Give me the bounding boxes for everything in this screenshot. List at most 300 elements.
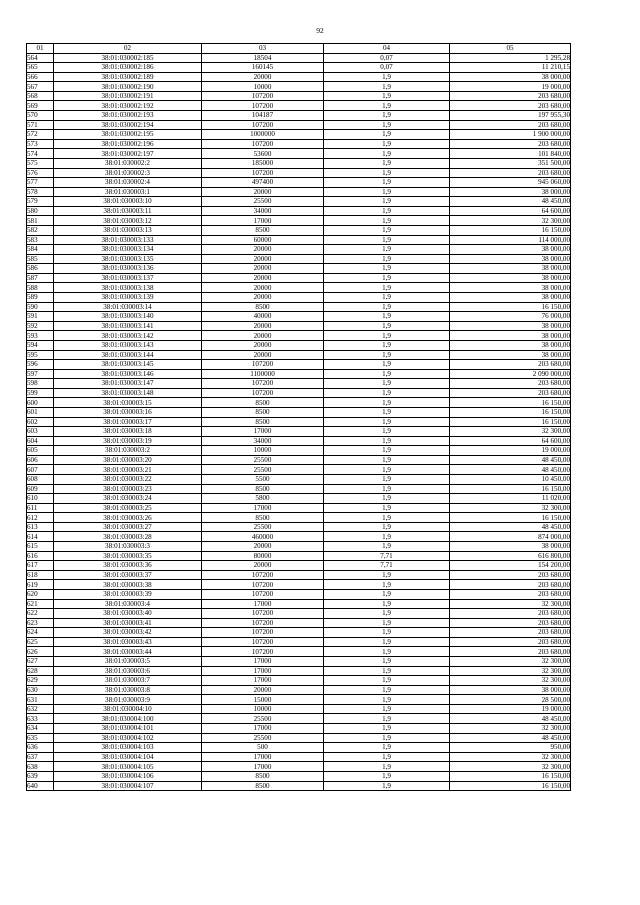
cadastral-number-cell: 38:01:030002:190 (54, 82, 202, 92)
row-number-cell: 640 (27, 781, 54, 791)
table-row (27, 398, 571, 408)
table-row (27, 570, 571, 580)
area-cell: 8500 (202, 398, 324, 408)
rate-cell: 1,9 (324, 101, 450, 111)
table-row (27, 618, 571, 628)
row-number-cell: 633 (27, 714, 54, 724)
cadastral-number-cell: 38:01:030003:142 (54, 331, 202, 341)
table-row (27, 53, 571, 63)
rate-cell: 1,9 (324, 771, 450, 781)
area-cell: 20000 (202, 561, 324, 571)
area-cell: 17000 (202, 762, 324, 772)
cadastral-number-cell: 38:01:030003:4 (54, 599, 202, 609)
rate-cell: 1,9 (324, 321, 450, 331)
cadastral-number-cell: 38:01:030002:2 (54, 158, 202, 168)
area-cell: 8500 (202, 484, 324, 494)
amount-cell: 203 680,00 (450, 379, 571, 389)
row-number-cell: 587 (27, 273, 54, 283)
area-cell: 17000 (202, 599, 324, 609)
table-row (27, 542, 571, 552)
rate-cell: 1,9 (324, 360, 450, 370)
row-number-cell: 639 (27, 771, 54, 781)
column-header: 04 (324, 44, 450, 54)
row-number-cell: 566 (27, 72, 54, 82)
rate-cell: 1,9 (324, 542, 450, 552)
cadastral-number-cell: 38:01:030003:27 (54, 522, 202, 532)
rate-cell: 0,07 (324, 53, 450, 63)
row-number-cell: 581 (27, 216, 54, 226)
area-cell: 80000 (202, 551, 324, 561)
amount-cell: 38 000,00 (450, 72, 571, 82)
area-cell: 107200 (202, 388, 324, 398)
area-cell: 20000 (202, 187, 324, 197)
row-number-cell: 585 (27, 254, 54, 264)
area-cell: 18504 (202, 53, 324, 63)
amount-cell: 16 150,00 (450, 398, 571, 408)
area-cell: 107200 (202, 637, 324, 647)
amount-cell: 16 150,00 (450, 225, 571, 235)
table-row (27, 407, 571, 417)
rate-cell: 1,9 (324, 254, 450, 264)
area-cell: 107200 (202, 379, 324, 389)
cadastral-number-cell: 38:01:030002:185 (54, 53, 202, 63)
table-row (27, 111, 571, 121)
table-row (27, 158, 571, 168)
cadastral-number-cell: 38:01:030003:22 (54, 475, 202, 485)
cadastral-number-cell: 38:01:030003:20 (54, 455, 202, 465)
area-cell: 25500 (202, 733, 324, 743)
amount-cell: 19 000,00 (450, 82, 571, 92)
area-cell: 8500 (202, 781, 324, 791)
row-number-cell: 567 (27, 82, 54, 92)
row-number-cell: 609 (27, 484, 54, 494)
amount-cell: 203 680,00 (450, 647, 571, 657)
area-cell: 20000 (202, 685, 324, 695)
rate-cell: 1,9 (324, 609, 450, 619)
row-number-cell: 610 (27, 494, 54, 504)
rate-cell: 1,9 (324, 637, 450, 647)
area-cell: 107200 (202, 120, 324, 130)
table-row (27, 436, 571, 446)
area-cell: 8500 (202, 225, 324, 235)
rate-cell: 1,9 (324, 91, 450, 101)
amount-cell: 154 200,00 (450, 561, 571, 571)
cadastral-number-cell: 38:01:030003:12 (54, 216, 202, 226)
area-cell: 17000 (202, 676, 324, 686)
table-row (27, 532, 571, 542)
rate-cell: 1,9 (324, 120, 450, 130)
row-number-cell: 612 (27, 513, 54, 523)
cadastral-number-cell: 38:01:030002:3 (54, 168, 202, 178)
amount-cell: 16 150,00 (450, 407, 571, 417)
rate-cell: 1,9 (324, 225, 450, 235)
amount-cell: 48 450,00 (450, 714, 571, 724)
rate-cell: 1,9 (324, 714, 450, 724)
cadastral-number-cell: 38:01:030003:134 (54, 245, 202, 255)
rate-cell: 7,71 (324, 561, 450, 571)
row-number-cell: 573 (27, 139, 54, 149)
row-number-cell: 632 (27, 704, 54, 714)
amount-cell: 32 300,00 (450, 503, 571, 513)
area-cell: 5500 (202, 475, 324, 485)
area-cell: 20000 (202, 542, 324, 552)
area-cell: 17000 (202, 216, 324, 226)
table-row (27, 331, 571, 341)
amount-cell: 203 680,00 (450, 628, 571, 638)
amount-cell: 32 300,00 (450, 752, 571, 762)
table-row (27, 139, 571, 149)
area-cell: 107200 (202, 589, 324, 599)
table-row (27, 695, 571, 705)
table-row (27, 704, 571, 714)
cadastral-number-cell: 38:01:030003:26 (54, 513, 202, 523)
amount-cell: 32 300,00 (450, 427, 571, 437)
cadastral-number-cell: 38:01:030003:39 (54, 589, 202, 599)
rate-cell: 1,9 (324, 283, 450, 293)
rate-cell: 1,9 (324, 388, 450, 398)
area-cell: 25500 (202, 714, 324, 724)
cadastral-number-cell: 38:01:030004:106 (54, 771, 202, 781)
amount-cell: 19 000,00 (450, 446, 571, 456)
table-row (27, 264, 571, 274)
table-row (27, 676, 571, 686)
rate-cell: 1,9 (324, 369, 450, 379)
cadastral-number-cell: 38:01:030003:16 (54, 407, 202, 417)
amount-cell: 114 000,00 (450, 235, 571, 245)
amount-cell: 203 680,00 (450, 120, 571, 130)
row-number-cell: 576 (27, 168, 54, 178)
row-number-cell: 579 (27, 197, 54, 207)
row-number-cell: 606 (27, 455, 54, 465)
amount-cell: 16 150,00 (450, 417, 571, 427)
row-number-cell: 623 (27, 618, 54, 628)
cadastral-number-cell: 38:01:030003:146 (54, 369, 202, 379)
cadastral-number-cell: 38:01:030003:18 (54, 427, 202, 437)
cadastral-number-cell: 38:01:030003:5 (54, 657, 202, 667)
area-cell: 107200 (202, 647, 324, 657)
cadastral-number-cell: 38:01:030003:17 (54, 417, 202, 427)
amount-cell: 616 800,00 (450, 551, 571, 561)
area-cell: 107200 (202, 580, 324, 590)
amount-cell: 38 000,00 (450, 264, 571, 274)
rate-cell: 1,9 (324, 704, 450, 714)
amount-cell: 38 000,00 (450, 273, 571, 283)
area-cell: 17000 (202, 752, 324, 762)
cadastral-number-cell: 38:01:030003:133 (54, 235, 202, 245)
amount-cell: 64 600,00 (450, 206, 571, 216)
amount-cell: 48 450,00 (450, 522, 571, 532)
cadastral-number-cell: 38:01:030003:6 (54, 666, 202, 676)
cadastral-number-cell: 38:01:030003:37 (54, 570, 202, 580)
area-cell: 60000 (202, 235, 324, 245)
table-row (27, 685, 571, 695)
row-number-cell: 619 (27, 580, 54, 590)
cadastral-number-cell: 38:01:030003:38 (54, 580, 202, 590)
cadastral-number-cell: 38:01:030003:148 (54, 388, 202, 398)
row-number-cell: 605 (27, 446, 54, 456)
amount-cell: 38 000,00 (450, 254, 571, 264)
table-row (27, 82, 571, 92)
area-cell: 34000 (202, 206, 324, 216)
area-cell: 107200 (202, 609, 324, 619)
amount-cell: 64 600,00 (450, 436, 571, 446)
table-row (27, 254, 571, 264)
table-row (27, 130, 571, 140)
table-row (27, 551, 571, 561)
row-number-cell: 575 (27, 158, 54, 168)
rate-cell: 1,9 (324, 666, 450, 676)
area-cell: 17000 (202, 724, 324, 734)
row-number-cell: 613 (27, 522, 54, 532)
table-row (27, 187, 571, 197)
amount-cell: 203 680,00 (450, 101, 571, 111)
table-row (27, 206, 571, 216)
table-row (27, 762, 571, 772)
area-cell: 25500 (202, 522, 324, 532)
row-number-cell: 594 (27, 340, 54, 350)
rate-cell: 1,9 (324, 273, 450, 283)
table-row (27, 647, 571, 657)
rate-cell: 1,9 (324, 350, 450, 360)
amount-cell: 1 295,28 (450, 53, 571, 63)
area-cell: 107200 (202, 570, 324, 580)
table-row (27, 743, 571, 753)
rate-cell: 1,9 (324, 599, 450, 609)
amount-cell: 48 450,00 (450, 455, 571, 465)
area-cell: 34000 (202, 436, 324, 446)
table-row (27, 178, 571, 188)
row-number-cell: 568 (27, 91, 54, 101)
table-row (27, 293, 571, 303)
area-cell: 20000 (202, 350, 324, 360)
table-header-row (27, 44, 571, 54)
row-number-cell: 588 (27, 283, 54, 293)
area-cell: 25500 (202, 455, 324, 465)
row-number-cell: 586 (27, 264, 54, 274)
row-number-cell: 583 (27, 235, 54, 245)
area-cell: 8500 (202, 771, 324, 781)
row-number-cell: 630 (27, 685, 54, 695)
row-number-cell: 616 (27, 551, 54, 561)
rate-cell: 1,9 (324, 762, 450, 772)
row-number-cell: 574 (27, 149, 54, 159)
amount-cell: 16 150,00 (450, 513, 571, 523)
cadastral-number-cell: 38:01:030003:40 (54, 609, 202, 619)
rate-cell: 1,9 (324, 513, 450, 523)
table-row (27, 465, 571, 475)
area-cell: 104187 (202, 111, 324, 121)
amount-cell: 32 300,00 (450, 599, 571, 609)
rate-cell: 1,9 (324, 187, 450, 197)
row-number-cell: 592 (27, 321, 54, 331)
rate-cell: 1,9 (324, 695, 450, 705)
cadastral-number-cell: 38:01:030003:9 (54, 695, 202, 705)
amount-cell: 203 680,00 (450, 168, 571, 178)
row-number-cell: 614 (27, 532, 54, 542)
cadastral-number-cell: 38:01:030003:2 (54, 446, 202, 456)
table-row (27, 781, 571, 791)
row-number-cell: 578 (27, 187, 54, 197)
row-number-cell: 608 (27, 475, 54, 485)
row-number-cell: 638 (27, 762, 54, 772)
rate-cell: 1,9 (324, 206, 450, 216)
rate-cell: 1,9 (324, 781, 450, 791)
area-cell: 107200 (202, 168, 324, 178)
table-row (27, 149, 571, 159)
rate-cell: 1,9 (324, 417, 450, 427)
cadastral-number-cell: 38:01:030003:135 (54, 254, 202, 264)
row-number-cell: 584 (27, 245, 54, 255)
amount-cell: 203 680,00 (450, 91, 571, 101)
table-row (27, 216, 571, 226)
cadastral-number-cell: 38:01:030004:107 (54, 781, 202, 791)
cadastral-number-cell: 38:01:030002:193 (54, 111, 202, 121)
rate-cell: 1,9 (324, 455, 450, 465)
table-row (27, 168, 571, 178)
amount-cell: 203 680,00 (450, 360, 571, 370)
cadastral-number-cell: 38:01:030003:7 (54, 676, 202, 686)
area-cell: 107200 (202, 628, 324, 638)
table-row (27, 321, 571, 331)
area-cell: 20000 (202, 273, 324, 283)
rate-cell: 0,07 (324, 63, 450, 73)
area-cell: 20000 (202, 331, 324, 341)
amount-cell: 203 680,00 (450, 388, 571, 398)
table-row (27, 360, 571, 370)
cadastral-number-cell: 38:01:030004:102 (54, 733, 202, 743)
rate-cell: 1,9 (324, 570, 450, 580)
area-cell: 20000 (202, 72, 324, 82)
row-number-cell: 564 (27, 53, 54, 63)
row-number-cell: 620 (27, 589, 54, 599)
cadastral-number-cell: 38:01:030002:197 (54, 149, 202, 159)
rate-cell: 1,9 (324, 72, 450, 82)
cadastral-number-cell: 38:01:030003:144 (54, 350, 202, 360)
area-cell: 5800 (202, 494, 324, 504)
amount-cell: 38 000,00 (450, 283, 571, 293)
table-row (27, 561, 571, 571)
area-cell: 107200 (202, 618, 324, 628)
table-row (27, 513, 571, 523)
amount-cell: 203 680,00 (450, 618, 571, 628)
amount-cell: 32 300,00 (450, 762, 571, 772)
amount-cell: 16 150,00 (450, 484, 571, 494)
row-number-cell: 625 (27, 637, 54, 647)
table-row (27, 733, 571, 743)
row-number-cell: 591 (27, 312, 54, 322)
table-row (27, 599, 571, 609)
row-number-cell: 636 (27, 743, 54, 753)
rate-cell: 1,9 (324, 178, 450, 188)
rate-cell: 1,9 (324, 503, 450, 513)
cadastral-number-cell: 38:01:030004:103 (54, 743, 202, 753)
table-row (27, 350, 571, 360)
cadastral-number-cell: 38:01:030003:42 (54, 628, 202, 638)
table-row (27, 379, 571, 389)
cadastral-number-cell: 38:01:030003:137 (54, 273, 202, 283)
table-row (27, 752, 571, 762)
table-row (27, 666, 571, 676)
table-row (27, 273, 571, 283)
amount-cell: 203 680,00 (450, 609, 571, 619)
row-number-cell: 577 (27, 178, 54, 188)
cadastral-number-cell: 38:01:030003:25 (54, 503, 202, 513)
area-cell: 20000 (202, 283, 324, 293)
rate-cell: 1,9 (324, 657, 450, 667)
cadastral-number-cell: 38:01:030003:1 (54, 187, 202, 197)
cadastral-number-cell: 38:01:030003:139 (54, 293, 202, 303)
cadastral-number-cell: 38:01:030003:28 (54, 532, 202, 542)
column-header: 01 (27, 44, 54, 54)
table-row (27, 63, 571, 73)
table-row (27, 609, 571, 619)
cadastral-number-cell: 38:01:030002:196 (54, 139, 202, 149)
cadastral-number-cell: 38:01:030002:189 (54, 72, 202, 82)
row-number-cell: 621 (27, 599, 54, 609)
amount-cell: 38 000,00 (450, 331, 571, 341)
rate-cell: 1,9 (324, 245, 450, 255)
amount-cell: 203 680,00 (450, 589, 571, 599)
row-number-cell: 634 (27, 724, 54, 734)
cadastral-number-cell: 38:01:030004:101 (54, 724, 202, 734)
row-number-cell: 626 (27, 647, 54, 657)
table-row (27, 494, 571, 504)
rate-cell: 1,9 (324, 733, 450, 743)
row-number-cell: 637 (27, 752, 54, 762)
cadastral-number-cell: 38:01:030003:35 (54, 551, 202, 561)
row-number-cell: 589 (27, 293, 54, 303)
rate-cell: 1,9 (324, 436, 450, 446)
area-cell: 500 (202, 743, 324, 753)
area-cell: 20000 (202, 293, 324, 303)
area-cell: 10000 (202, 82, 324, 92)
amount-cell: 38 000,00 (450, 245, 571, 255)
cadastral-number-cell: 38:01:030002:194 (54, 120, 202, 130)
row-number-cell: 627 (27, 657, 54, 667)
rate-cell: 1,9 (324, 331, 450, 341)
cadastral-number-cell: 38:01:030004:104 (54, 752, 202, 762)
rate-cell: 1,9 (324, 532, 450, 542)
amount-cell: 48 450,00 (450, 197, 571, 207)
amount-cell: 38 000,00 (450, 542, 571, 552)
amount-cell: 1 900 000,00 (450, 130, 571, 140)
table-row (27, 427, 571, 437)
area-cell: 160145 (202, 63, 324, 73)
table-row (27, 283, 571, 293)
table-row (27, 340, 571, 350)
table-row (27, 101, 571, 111)
area-cell: 20000 (202, 264, 324, 274)
area-cell: 20000 (202, 340, 324, 350)
rate-cell: 1,9 (324, 82, 450, 92)
amount-cell: 32 300,00 (450, 724, 571, 734)
table-row (27, 503, 571, 513)
amount-cell: 28 500,00 (450, 695, 571, 705)
cadastral-number-cell: 38:01:030003:138 (54, 283, 202, 293)
table-row (27, 580, 571, 590)
table-row (27, 714, 571, 724)
row-number-cell: 599 (27, 388, 54, 398)
amount-cell: 38 000,00 (450, 350, 571, 360)
row-number-cell: 618 (27, 570, 54, 580)
row-number-cell: 582 (27, 225, 54, 235)
area-cell: 25500 (202, 197, 324, 207)
table-row (27, 312, 571, 322)
row-number-cell: 635 (27, 733, 54, 743)
cadastral-number-cell: 38:01:030004:100 (54, 714, 202, 724)
amount-cell: 950,00 (450, 743, 571, 753)
rate-cell: 1,9 (324, 685, 450, 695)
